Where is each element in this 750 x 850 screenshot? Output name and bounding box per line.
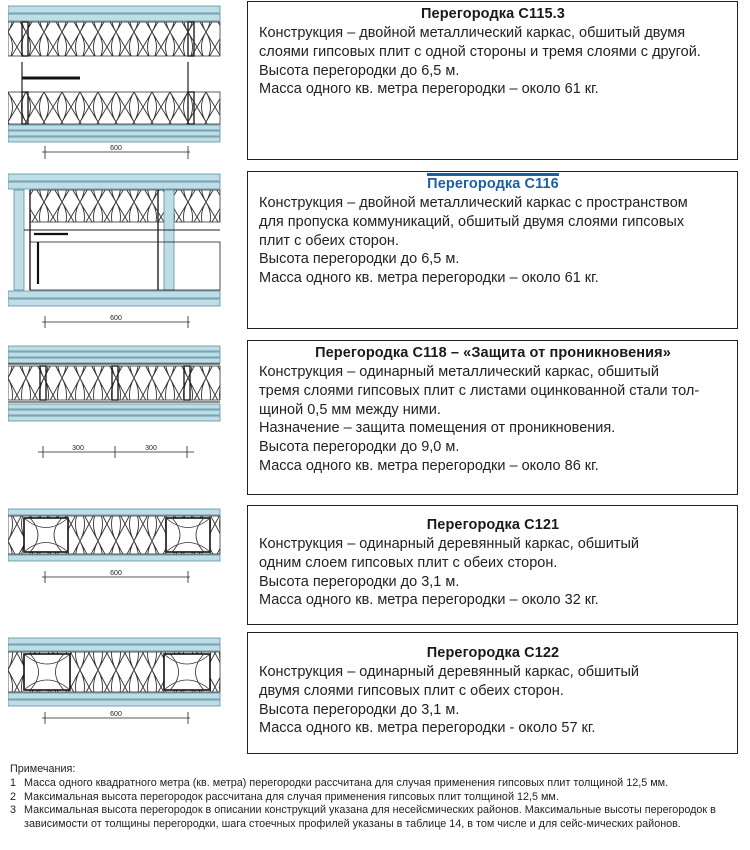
partition-c116-line-3: плит с обеих сторон. — [259, 232, 399, 249]
partition-c121-line-4: Масса одного кв. метра перегородки – около 32 кг. — [259, 592, 599, 609]
partition-c121-line-1: Конструкция – одинарный деревянный каркас, обшитый — [259, 536, 639, 552]
partition-c115-3-line-4: Масса одного кв. метра перегородки – около 61 кг. — [259, 81, 599, 98]
partition-c121 — [0, 505, 750, 627]
partition-c118 — [0, 338, 750, 496]
note-text: Максимальная высота перегородок рассчитана для случая применения гипсовых плит толщиной 12,5 мм. — [24, 790, 559, 803]
partition-c115-3-title: Перегородка С115.3 — [421, 6, 565, 22]
c118-dimension-label-2: 300 — [145, 445, 157, 452]
partition-c122 — [0, 632, 750, 756]
partition-c116-line-4: Высота перегородки до 6,5 м. — [259, 251, 460, 268]
c122-dimension-label: 600 — [110, 711, 122, 718]
partition-c115-3 — [0, 0, 750, 165]
partition-c118-drawing — [8, 344, 222, 464]
c121-section-diagram — [8, 507, 222, 587]
partition-c118-line-1: Конструкция – одинарный металлический каркас, обшитый — [259, 364, 659, 380]
partition-c118-line-5: Высота перегородки до 9,0 м. — [259, 439, 460, 456]
note-number: 2 — [10, 790, 17, 803]
note-item — [10, 777, 740, 791]
partition-c118-description — [247, 340, 738, 495]
partition-c118-line-3: щиной 0,5 мм между ними. — [259, 401, 441, 418]
partition-c115-3-drawing — [8, 2, 222, 164]
note-number: 1 — [10, 776, 17, 789]
note-item — [10, 791, 740, 805]
partition-c122-line-3: Высота перегородки до 3,1 м. — [259, 701, 460, 718]
partition-c118-line-6: Масса одного кв. метра перегородки – около 86 кг. — [259, 457, 599, 474]
partition-c122-description — [247, 632, 738, 754]
partition-c115-3-line-2: слоями гипсовых плит с одной стороны и тремя слоями с другой. — [259, 43, 701, 60]
partition-c116-line-5: Масса одного кв. метра перегородки – около 61 кг. — [259, 270, 599, 287]
note-text: Максимальная высота перегородок в описании конструкций указана для несейсмических районов. Максимальные высоты перегородок в зависимости от толщины перегородки, шага стоечных профилей указаны в таблице 14, в том числе и для сейс-мических районов. — [24, 804, 716, 831]
partition-c118-title: Перегородка С118 – «Защита от проникновения» — [315, 345, 671, 361]
partition-c122-drawing — [8, 636, 222, 726]
partition-c121-drawing — [8, 507, 222, 587]
note-number: 3 — [10, 804, 17, 817]
c121-dimension-label: 600 — [110, 570, 122, 577]
partition-c122-line-2: двумя слоями гипсовых плит с обеих сторон. — [259, 682, 564, 699]
partition-c118-line-2: тремя слоями гипсовых плит с листами оцинкованной стали тол- — [259, 382, 700, 399]
partition-c122-line-4: Масса одного кв. метра перегородки - около 57 кг. — [259, 720, 596, 737]
partition-c118-line-4: Назначение – защита помещения от проникновения. — [259, 420, 616, 437]
note-item — [10, 804, 740, 832]
partition-c121-title: Перегородка С121 — [426, 517, 560, 533]
partition-c116-line-2: для пропуска коммуникаций, обшитый двумя слоями гипсовых — [259, 213, 685, 230]
notes-section — [10, 763, 740, 832]
partition-c115-3-line-3: Высота перегородки до 6,5 м. — [259, 62, 460, 79]
notes-heading: Примечания: — [10, 763, 76, 775]
partition-c121-line-2: одним слоем гипсовых плит с обеих сторон. — [259, 554, 558, 571]
partition-c121-line-3: Высота перегородки до 3,1 м. — [259, 573, 460, 590]
partition-c122-line-1: Конструкция – одинарный деревянный каркас, обшитый — [259, 664, 639, 680]
c116-section-diagram — [8, 172, 222, 330]
partition-c116 — [0, 168, 750, 330]
c122-section-diagram — [8, 636, 222, 726]
partition-c116-drawing — [8, 172, 222, 330]
c118-section-diagram — [8, 344, 222, 464]
partition-c116-description — [247, 171, 738, 329]
c115-3-dimension-label: 600 — [110, 145, 122, 152]
c118-dimension-label-1: 300 — [72, 445, 84, 452]
note-text: Масса одного квадратного метра (кв. метра) перегородки рассчитана для случая применения гипсовых плит толщиной 12,5 мм. — [24, 776, 669, 789]
partition-c115-3-line-1: Конструкция – двойной металлический каркас, обшитый двумя — [259, 25, 686, 41]
c115-3-section-diagram — [8, 2, 222, 164]
partition-c115-3-description — [247, 1, 738, 160]
partition-c116-title-text[interactable]: Перегородка С116 — [427, 173, 559, 192]
partition-c121-description — [247, 505, 738, 625]
partition-c122-title: Перегородка С122 — [426, 645, 560, 661]
c116-dimension-label: 600 — [110, 315, 122, 322]
partition-c116-title[interactable] — [259, 175, 727, 194]
partition-c116-line-1: Конструкция – двойной металлический каркас с пространством — [259, 195, 688, 211]
